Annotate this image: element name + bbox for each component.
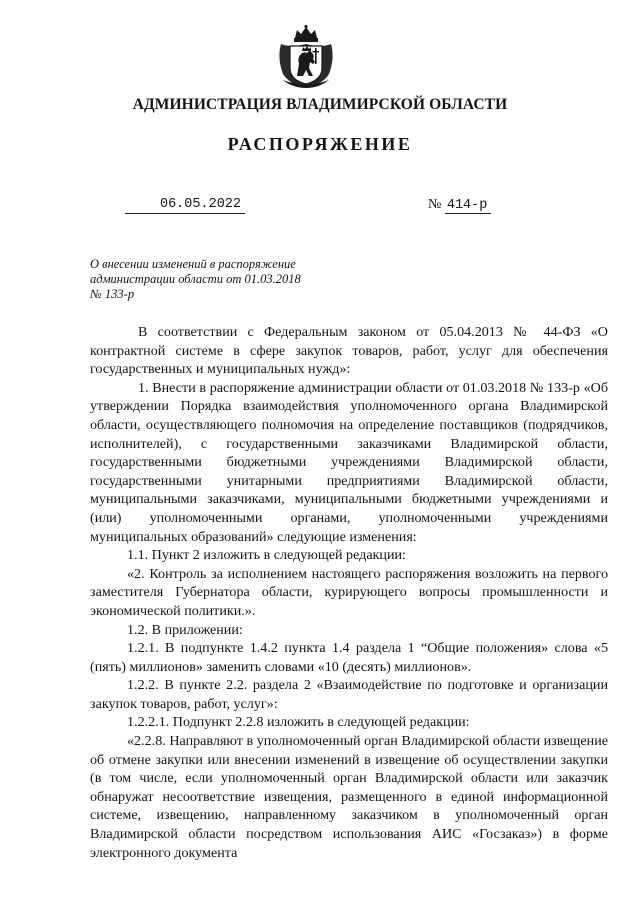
coat-of-arms-emblem	[273, 24, 339, 90]
organization-name: АДМИНИСТРАЦИЯ ВЛАДИМИРСКОЙ ОБЛАСТИ	[132, 96, 508, 113]
document-type-title: РАСПОРЯЖЕНИЕ	[227, 134, 413, 154]
paragraph-item-1-2-2-1: 1.2.2.1. Подпункт 2.2.8 изложить в следующей редакции:	[127, 714, 470, 731]
subject-line: О внесении изменений в распоряжение	[90, 257, 296, 271]
paragraph-quote-2-2-8: «2.2.8. Направляют в уполномоченный орган Владимирской области извещение об отмене закупки или внесении изменений в извещение об осуществлении закупки (в том числе, если уполномоченный орган Владимирской области или заказчик обнаружат несоответствие извещения, размещенного в единой информационной системе, извещению, направленному заказчиком в уполномоченный орган Владимирской области посредством использования АИС «Госзаказ») в форме электронного документа	[90, 733, 608, 861]
paragraph-item-1: 1. Внести в распоряжение администрации области от 01.03.2018 № 133-р «Об утверждении Порядка взаимодействия уполномоченного органа Владимирской области, осуществляющего полномочия на определение поставщиков (подрядчиков, исполнителей), с государственными заказчиками Владимирской области, государственными бюджетными учреждениями Владимирской области, государственными унитарными предприятиями Владимирской области, муниципальными заказчиками, муниципальными бюджетными учреждениями и (или) уполномоченными органами, уполномоченными учреждениями муниципальных образований» следующие изменения:	[90, 379, 608, 545]
number-sign: №	[428, 197, 442, 212]
paragraph-item-1-2-1: 1.2.1. В подпункте 1.4.2 пункта 1.4 раздела 1 “Общие положения» слова «5 (пять) миллионов» заменить словами «10 (десять) миллионов».	[90, 640, 608, 675]
paragraph-item-1-2: 1.2. В приложении:	[127, 621, 243, 638]
paragraph-item-1-2-2: 1.2.2. В пункте 2.2. раздела 2 «Взаимодействие по подготовке и организации закупок товаров, работ, услуг»:	[90, 677, 608, 712]
paragraph-item-1-1: 1.1. Пункт 2 изложить в следующей редакции:	[127, 547, 406, 564]
document-date: 06.05.2022	[125, 197, 245, 214]
number-value: 414-р	[445, 198, 492, 214]
document-body	[90, 323, 608, 862]
paragraph-preamble: В соответствии с Федеральным законом от 05.04.2013 № 44-ФЗ «О контрактной системе в сфере закупок товаров, работ, услуг для обеспечения государственных и муниципальных нужд»:	[90, 324, 608, 378]
subject-line: № 133-р	[90, 287, 135, 301]
document-subject	[90, 257, 350, 302]
paragraph-quote-2: «2. Контроль за исполнением настоящего распоряжения возложить на первого заместителя Губернатора области, курирующего вопросы промышленности и экономической политики.».	[90, 565, 608, 619]
document-number	[428, 197, 491, 214]
subject-line: администрации области от 01.03.2018	[90, 272, 301, 286]
